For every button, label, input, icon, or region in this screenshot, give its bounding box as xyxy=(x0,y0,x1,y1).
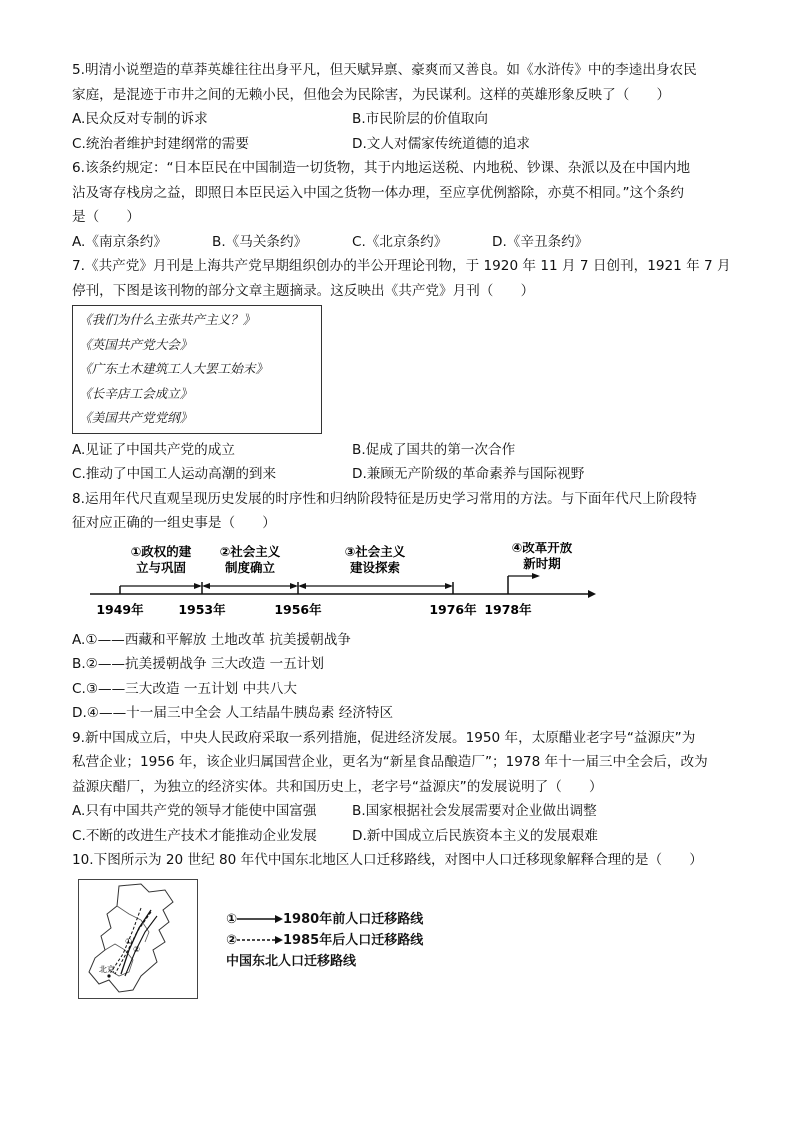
beijing-label: 北京 xyxy=(99,964,115,974)
q6-option-a[interactable]: A.《南京条约》 xyxy=(72,233,167,250)
q9-stem-line3: 益源庆醋厂，为独立的经济实体。共和国历史上，老字号“益源庆”的发展说明了（ ） xyxy=(72,778,603,795)
legend-marker-1: ① xyxy=(226,911,238,927)
year-label: 1978年 xyxy=(484,601,532,617)
q9-stem-line2: 私营企业；1956 年，该企业归属国营企业，更名为“新星食品酿造厂”；1978 年十一届三中全会后，改为 xyxy=(72,754,708,770)
legend-caption-row xyxy=(226,951,423,972)
legend-marker-2: ② xyxy=(226,932,238,948)
q5-option-c[interactable]: C.统治者维护封建纲常的需要 xyxy=(72,135,249,152)
q5-option-a[interactable]: A.民众反对专制的诉求 xyxy=(72,111,208,127)
q8-option-a[interactable]: A.①——西藏和平解放 土地改革 抗美援朝战争 xyxy=(72,631,351,648)
stage-3-span-arrow xyxy=(298,583,306,589)
q6-stem-line2: 沾及寄存栈房之益，即照日本臣民运入中国之货物一体办理，至应享优例豁除，亦莫不相同。”这个条约 xyxy=(72,184,684,201)
q6-stem-line3: 是（ ） xyxy=(72,209,140,225)
q10-figure xyxy=(72,879,722,999)
exam-page xyxy=(72,58,731,999)
q7-stem-line2: 停刊，下图是该刊物的部分文章主题摘录。这反映出《共产党》月刊（ ） xyxy=(72,282,535,299)
stage-2-label-line2: 制度确立 xyxy=(224,559,276,575)
stage-2-label-line1: ②社会主义 xyxy=(219,543,281,559)
q7-option-c[interactable]: C.推动了中国工人运动高潮的到来 xyxy=(72,466,277,482)
q7-option-d[interactable]: D.兼顾无产阶级的革命素养与国际视野 xyxy=(352,466,585,482)
stage-2-span-arrow xyxy=(290,583,298,589)
q8-stem-line1: 8.运用年代尺直观呈现历史发展的时序性和归纳阶段特征是历史学习常用的方法。与下面年代尺上阶段特 xyxy=(72,490,697,507)
stage-4-label-line1: ④改革开放 xyxy=(511,541,573,555)
q9-options-row1 xyxy=(72,799,722,824)
q9-options-row2 xyxy=(72,824,722,849)
q8-timeline xyxy=(90,542,610,622)
stage-1-label-line2: 立与巩固 xyxy=(135,559,187,575)
legend-label-2: 1985年后人口迁移路线 xyxy=(283,932,424,948)
q5-option-b[interactable]: B.市民阶层的价值取向 xyxy=(352,111,488,127)
stage-3-label-line1: ③社会主义 xyxy=(344,543,406,559)
q8-option-d[interactable]: D.④——十一届三中全会 人工结晶牛胰岛素 经济特区 xyxy=(72,705,394,721)
map-svg xyxy=(79,880,197,998)
legend-label-1: 1980年前人口迁移路线 xyxy=(283,911,424,927)
stage-1-label-line1: ①政权的建 xyxy=(130,543,192,559)
q6-option-b[interactable]: B.《马关条约》 xyxy=(212,233,308,250)
q5-options-row1 xyxy=(72,107,722,132)
q8-timeline-svg xyxy=(90,542,610,622)
map-caption: 中国东北人口迁移路线 xyxy=(226,953,357,969)
map-legend xyxy=(226,909,423,972)
q10-stem-line1: 10.下图所示为 20 世纪 80 年代中国东北地区人口迁移路线，对图中人口迁移现象解释合理的是（ ） xyxy=(72,852,703,868)
q7-article-item: 《广东土木建筑工人大罢工始末》 xyxy=(79,361,268,376)
q7-article-list-box xyxy=(72,305,322,434)
timeline-arrowhead xyxy=(588,590,596,598)
q7-article-item: 《我们为什么主张共产主义？》 xyxy=(79,312,256,327)
year-label: 1976年 xyxy=(429,601,477,617)
solid-arrow-icon xyxy=(237,914,283,924)
q6-option-d[interactable]: D.《辛丑条约》 xyxy=(492,233,589,250)
q9-option-d[interactable]: D.新中国成立后民族资本主义的发展艰难 xyxy=(352,827,598,844)
migration-route-2 xyxy=(115,912,151,974)
year-label: 1953年 xyxy=(178,601,226,617)
northeast-china-map xyxy=(78,879,198,999)
stage-4-span-arrow xyxy=(532,573,540,579)
q5-option-d[interactable]: D.文人对儒家传统道德的追求 xyxy=(352,135,530,152)
q9-option-c[interactable]: C.不断的改进生产技术才能推动企业发展 xyxy=(72,827,317,844)
q5-options-row2 xyxy=(72,132,722,157)
q7-options-row2 xyxy=(72,462,722,487)
q9-option-a[interactable]: A.只有中国共产党的领导才能使中国富强 xyxy=(72,803,317,819)
q8-option-c[interactable]: C.③——三大改造 一五计划 中共八大 xyxy=(72,680,297,697)
q7-option-a[interactable]: A.见证了中国共产党的成立 xyxy=(72,441,235,458)
q7-article-item: 《英国共产党大会》 xyxy=(79,336,193,352)
stage-3-span-arrow xyxy=(445,583,453,589)
q6-options xyxy=(72,230,722,255)
beijing-point xyxy=(107,974,110,977)
year-label: 1949年 xyxy=(96,601,144,617)
q8-stem-line2: 征对应正确的一组史事是（ ） xyxy=(72,515,276,531)
q9-option-b[interactable]: B.国家根据社会发展需要对企业做出调整 xyxy=(352,803,597,819)
q7-stem-line1: 7.《共产党》月刊是上海共产党早期组织创办的半公开理论刊物，于 1920 年 11 月 7 日创刊，1921 年 7 月 xyxy=(72,258,731,274)
q7-options-row1 xyxy=(72,438,722,463)
year-label: 1956年 xyxy=(274,601,322,617)
stage-1-span-arrow xyxy=(194,583,202,589)
q7-option-b[interactable]: B.促成了国共的第一次合作 xyxy=(352,441,516,458)
stage-3-label-line2: 建设探索 xyxy=(349,559,401,575)
q6-option-c[interactable]: C.《北京条约》 xyxy=(352,233,448,250)
q9-stem-line1: 9.新中国成立后，中央人民政府采取一系列措施，促进经济发展。1950 年，太原醋业老字号“益源庆”为 xyxy=(72,729,696,746)
route-marker-2: ② xyxy=(133,944,141,954)
stage-4-label-line2: 新时期 xyxy=(523,555,561,571)
q7-article-item: 《长辛店工会成立》 xyxy=(79,385,193,401)
province-border xyxy=(117,906,149,942)
legend-row-1 xyxy=(226,909,423,930)
stage-2-span-arrow xyxy=(202,583,210,589)
route-marker-1: ① xyxy=(125,936,133,946)
q8-option-b[interactable]: B.②——抗美援朝战争 三大改造 一五计划 xyxy=(72,656,324,672)
q5-stem-line1: 5.明清小说塑造的草莽英雄往往出身平凡，但天赋异禀、豪爽而又善良。如《水浒传》中的李逵出身农民 xyxy=(72,62,697,78)
legend-row-2 xyxy=(226,930,423,951)
q5-stem-line2: 家庭，是混迹于市井之间的无赖小民，但他会为民除害，为民谋利。这样的英雄形象反映了（ ） xyxy=(72,86,671,103)
dashed-arrow-icon xyxy=(237,935,283,945)
q6-stem-line1: 6.该条约规定：“日本臣民在中国制造一切货物，其于内地运送税、内地税、钞课、杂派以及在中国内地 xyxy=(72,160,691,176)
q7-article-item: 《美国共产党党纲》 xyxy=(79,410,193,425)
